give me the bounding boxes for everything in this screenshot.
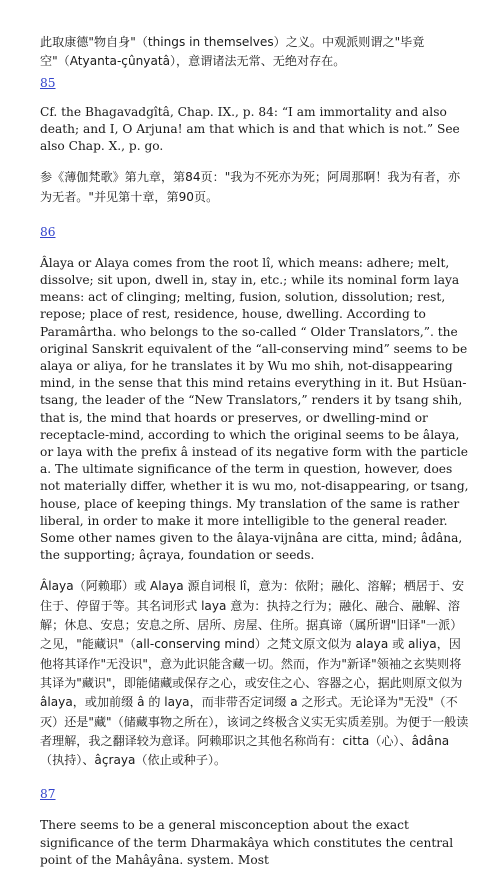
footnote-86-chinese: Âlaya（阿赖耶）或 Alaya 源自词根 lî，意为：依附；融化、溶解；栖居于、安住于、停留于等。其名词形式 laya 意为：执持之行为；融化、融合、融解、溶解；休息、安息；安息之所、居所、房屋、住所。据真谛（属所谓"旧译"一派）之见，"能藏识"（all-conserving mind）之梵文原文似为 alaya 或 aliya，因他将其译作"无没识"，意为此识能含藏一切。然而，作为"新译"领袖之玄奘则将其译为"藏识"，即能储藏或保存之心，或安住之心、容器之心，据此则原文似为 âlaya，或加前缀 â 的 laya，而非带否定词缀 a 之形式。无论译为"无没"（不灭）还是"藏"（储藏事物之所在），该词之终极含义实无实质差别。为便于一般读者理解，我之翻译较为意译。阿赖耶识之其他名称尚有：citta（心）、âdâna（执持）、âçraya（依止或种子）。 <box>40 579 469 768</box>
footnote-86-english: Âlaya or Alaya comes from the root lî, which means: adhere; melt, dissolve; sit upon, dwell in, stay in, etc.; while its nominal form laya means: act of clinging; melting, fusion, solution, dissolution; rest, repose; place of rest, residence, house, dwelling. According to Paramârtha. who belongs to the so-called “ Older Translators,”. the original Sanskrit equivalent of the “all-conserving mind” seems to be alaya or aliya, for he translates it by Wu mo shih, not-disappearing mind, in the sense that this mind retains everything in it. But Hsüan-tsang, the leader of the “New Translators,” renders it by tsang shih, that is, the mind that hoards or preserves, or dwelling-mind or receptacle-mind, according to which the original seems to be âlaya, or laya with the prefix â instead of its negative form with the particle a. The ultimate significance of the term in question, however, does not materially differ, whether it is wu mo, not-disappearing, or tsang, house, place of keeping things. My translation of the same is rather liberal, in order to make it more intelligible to the general reader. Some other names given to the âlaya-vijnâna are citta, mind; âdâna, the supporting; âçraya, foundation or seeds. <box>40 255 469 563</box>
footnote-87-link[interactable]: 87 <box>40 787 56 802</box>
footnote-85-english: Cf. the Bhagavadgîtâ, Chap. IX., p. 84: “I am immortality and also death; and I, O Arjuna! am that which is and that which is not.” See also Chap. X., p. go. <box>40 104 460 153</box>
document-page <box>40 33 470 869</box>
footnote-85-chinese: 参《薄伽梵歌》第九章，第84页："我为不死亦为死；阿周那啊！我为有者，亦为无者。"并见第十章，第90页。 <box>40 170 461 204</box>
footnote-84-chinese-tail: 此取康德"物自身"（things in themselves）之义。中观派则谓之"毕竟空"（Atyanta-çûnyatâ），意谓诸法无常、无绝对存在。 <box>40 35 425 69</box>
footnote-85-link[interactable]: 85 <box>40 75 56 90</box>
footnote-86-link[interactable]: 86 <box>40 224 56 239</box>
footnote-87-english: There seems to be a general misconception about the exact significance of the term Dharmakâya which constitutes the central point of the Mahâyâna. system. Most <box>40 818 454 867</box>
